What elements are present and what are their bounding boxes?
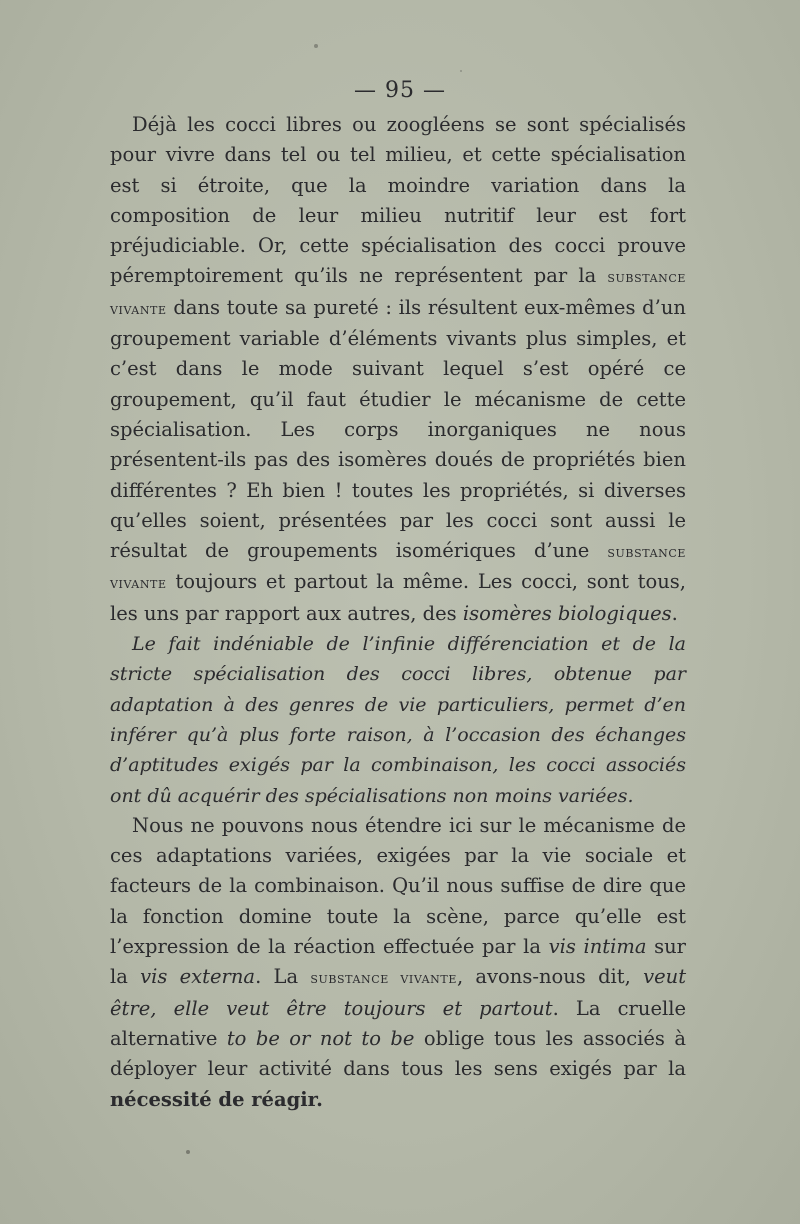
page-number: — 95 — — [354, 78, 446, 103]
small-caps-term: substance vivante — [310, 969, 457, 988]
paragraph-text: , avons-nous dit, — [456, 965, 644, 989]
bold-term: nécessité de réagir. — [110, 1087, 323, 1111]
paragraph-text: Nous ne pouvons nous étendre ici sur le mécanisme de ces adaptations variées, exigées par la vie sociale et facteurs de la combinaison. Qu’il nous suffise de dire que la fonction domine toute la scène, parce qu’elle est l’expression de la réaction effectuée par la — [110, 813, 686, 959]
paragraph-text: sur la — [110, 935, 687, 989]
small-caps-term: substance vivante — [110, 543, 686, 593]
italic-term: veut être, elle veut être toujours et partout — [110, 965, 687, 1020]
italic-term: to be or not to be — [226, 1026, 415, 1050]
italic-term: vis externa — [140, 965, 256, 989]
paper-speck — [186, 1150, 190, 1154]
paragraph-text: oblige tous les associés à déployer leur activité dans tous les sens exigés par la — [110, 1026, 686, 1081]
paragraph-text: Déjà les cocci libres ou zoogléens se sont spécialisés pour vivre dans tel ou tel milieu, et cette spécialisation est si étroite, que la moindre variation dans la composition de leur milieu nutritif leur est fort préjudiciable. Or, cette spécialisation des cocci prouve péremptoirement qu’ils ne représentent par la — [110, 113, 686, 288]
paragraph-text: dans toute sa pureté : ils résultent eux-mêmes d’un groupement variable d’éléments vivants plus simples, et c’est dans le mode suivant lequel s’est opéré ce groupement, qu’il faut étudier le mécanisme de cette spécialisation. Les corps inorganiques ne nous présentent-ils pas des isomères doués de propriétés bien différentes ? Eh bien ! toutes les propriétés, si diverses qu’elles soient, présentées par les cocci sont aussi le résultat de groupements isomériques d’une — [110, 295, 686, 563]
paragraph-3 — [110, 811, 686, 1115]
small-caps-term: substance vivante — [110, 268, 686, 318]
paper-speck — [460, 70, 462, 72]
paragraph-text: . — [671, 601, 678, 625]
paper-speck — [314, 44, 318, 48]
paragraph-text: . La cruelle alternative — [110, 996, 686, 1050]
paragraph-text: . La — [255, 965, 311, 989]
italic-term: vis intima — [548, 935, 647, 959]
italic-term: isomères biologiques — [462, 601, 672, 625]
paragraph-2-italic: Le fait indéniable de l’infinie différenciation et de la stricte spécialisation des cocci libres, obtenue par adaptation à des genres de vie particuliers, permet d’en inférer qu’à plus forte raison, à l’occasion des échanges d’aptitudes exigés par la combinaison, les cocci associés ont dû acquérir des spécialisations non moins variées. — [110, 633, 686, 807]
body-text — [110, 110, 686, 1115]
paragraph-1 — [110, 110, 686, 629]
paragraph-text: toujours et partout la même. Les cocci, sont tous, les uns par rapport aux autres, des — [110, 570, 686, 625]
